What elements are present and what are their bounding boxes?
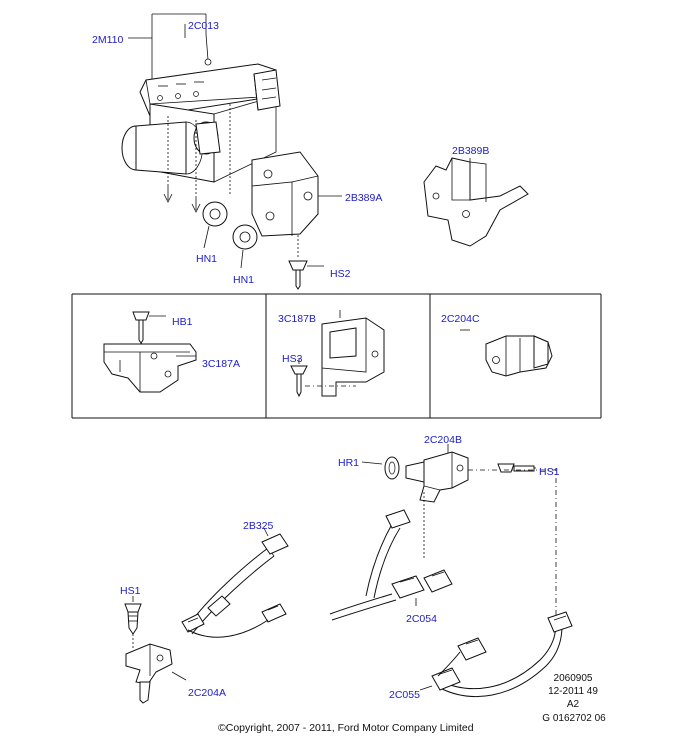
doc-code-line-3: A2 bbox=[566, 699, 580, 710]
callout-2C204C: 2C204C bbox=[441, 313, 480, 325]
callout-3C187A: 3C187A bbox=[202, 358, 240, 370]
bracket-2B389B bbox=[424, 158, 528, 246]
callout-2C204A: 2C204A bbox=[188, 687, 226, 699]
callout-2B325: 2B325 bbox=[243, 520, 274, 532]
callout-HS2: HS2 bbox=[330, 268, 351, 280]
sensor-2C204B-group bbox=[362, 444, 556, 620]
callout-2C055: 2C055 bbox=[389, 689, 420, 701]
callout-HB1: HB1 bbox=[172, 316, 193, 328]
callout-2B389B: 2B389B bbox=[452, 145, 490, 157]
callout-HS3: HS3 bbox=[282, 353, 303, 365]
callout-2M110: 2M110 bbox=[92, 34, 124, 46]
doc-code-line-4: G 0162702 06 bbox=[542, 713, 606, 724]
callout-HR1: HR1 bbox=[338, 457, 360, 469]
callout-2C054: 2C054 bbox=[406, 613, 437, 625]
bracket-2B389A bbox=[203, 152, 342, 289]
copyright-notice: ©Copyright, 2007 - 2011, Ford Motor Company Limited bbox=[218, 722, 474, 734]
callout-HS1-a: HS1 bbox=[120, 585, 141, 597]
callout-3C187B: 3C187B bbox=[278, 313, 316, 325]
callout-2C013: 2C013 bbox=[188, 20, 219, 32]
callout-HS1-b: HS1 bbox=[539, 466, 560, 478]
harness-2C054-group bbox=[330, 510, 452, 620]
callout-2C204B: 2C204B bbox=[424, 434, 462, 446]
doc-code-line-1: 2060905 bbox=[553, 673, 593, 684]
callout-HN1-b: HN1 bbox=[233, 274, 255, 286]
callout-HN1-a: HN1 bbox=[196, 253, 218, 265]
doc-code-line-2: 12-2011 49 bbox=[548, 686, 598, 697]
harness-2B325-group bbox=[125, 528, 288, 703]
panel-2C204C bbox=[460, 330, 552, 376]
callout-2B389A: 2B389A bbox=[345, 192, 383, 204]
